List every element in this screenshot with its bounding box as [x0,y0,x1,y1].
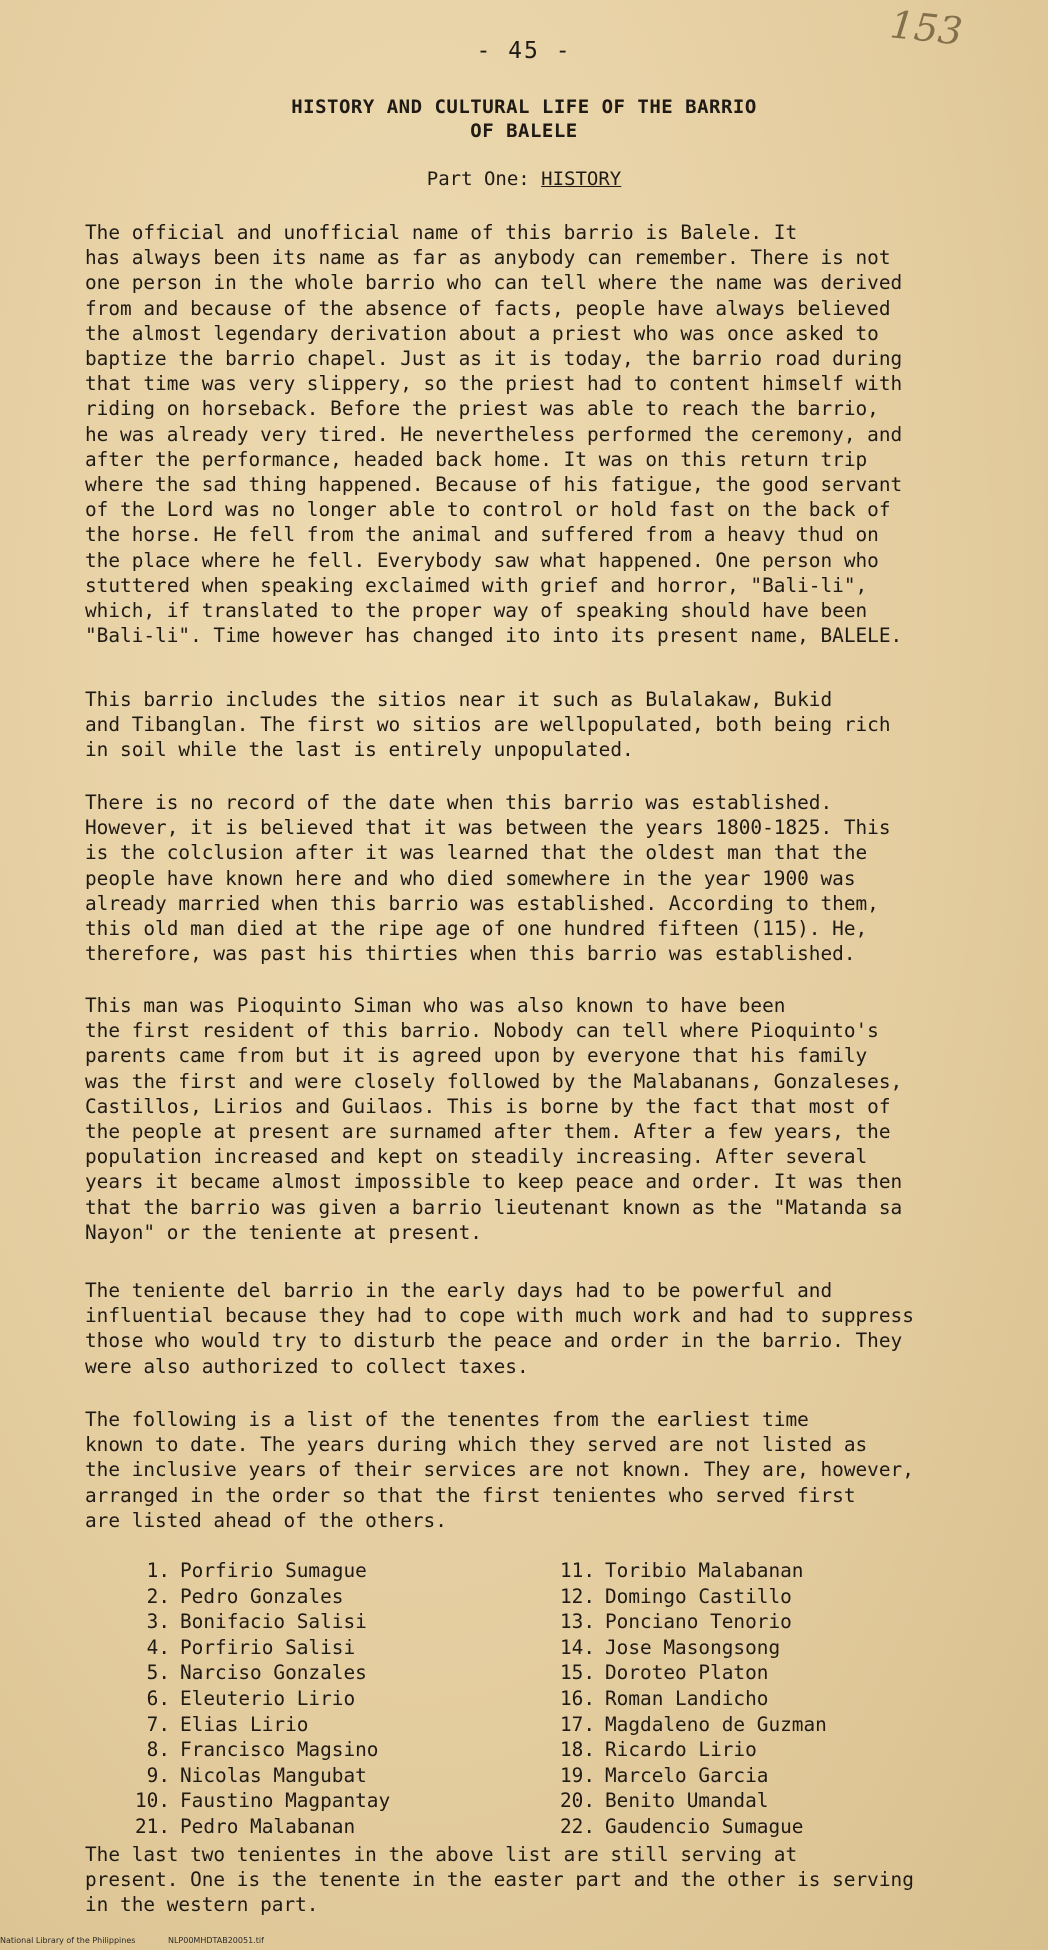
text-line: people have known here and who died somewhere in the year 1900 was [85,866,856,890]
text-line: in the western part. [85,1893,319,1917]
footer-library: National Library of the Philippines [0,1936,136,1945]
text-line: the almost legendary derivation about a priest who was once asked to [85,321,879,345]
teniente-number: 13. [559,1610,595,1634]
teniente-name: Pedro Malabanan [180,1814,356,1838]
teniente-list-item [555,1609,995,1635]
document-title-line-1: HISTORY AND CULTURAL LIFE OF THE BARRIO [291,96,757,118]
document-title-line-2: OF BALELE [470,120,578,142]
teniente-list-item [130,1788,550,1814]
text-line: already married when this barrio was established. According to them, [85,891,879,915]
teniente-list-item [555,1584,995,1610]
text-line: this old man died at the ripe age of one hundred fifteen (115). He, [85,917,868,941]
teniente-name: Jose Masongsong [605,1635,781,1659]
teniente-name: Eleuterio Lirio [180,1686,356,1710]
text-line: the inclusive years of their services are not known. They are, however, [85,1458,914,1482]
teniente-name: Ricardo Lirio [605,1738,757,1762]
teniente-list-item [130,1584,550,1610]
teniente-list-item [555,1686,995,1712]
text-line: are listed ahead of the others. [85,1508,447,1532]
teniente-number: 20. [559,1789,595,1813]
text-line: years it became almost impossible to keep peace and order. It was then [85,1170,903,1194]
teniente-list-item [555,1814,995,1840]
teniente-number: 22. [559,1814,595,1838]
teniente-name: Narciso Gonzales [180,1661,367,1685]
teniente-name: Ponciano Tenorio [605,1610,792,1634]
teniente-number: 11. [559,1559,595,1582]
tenientes-list-right [555,1558,995,1840]
text-line: the horse. He fell from the animal and suffered from a heavy thud on [85,523,879,547]
text-line: known to date. The years during which they served are not listed as [85,1433,868,1457]
teniente-list-item [130,1814,550,1840]
text-line: baptize the barrio chapel. Just as it is today, the barrio road during [85,347,903,371]
teniente-list-item [555,1763,995,1789]
teniente-name: Doroteo Platon [605,1661,769,1685]
teniente-number: 16. [559,1686,595,1710]
text-line: population increased and kept on steadily increasing. After several [85,1145,868,1169]
paragraph-origin-of-name [85,220,995,648]
text-line: The last two tenientes in the above list are still serving at [85,1843,798,1866]
text-line: There is no record of the date when this barrio was established. [85,791,833,814]
text-line: is the colclusion after it was learned that the oldest man that the [85,841,868,865]
teniente-name: Magdaleno de Guzman [605,1712,827,1736]
paragraph-establishment [85,790,995,966]
teniente-number: 14. [559,1635,595,1659]
text-line: therefore, was past his thirties when this barrio was established. [85,942,856,966]
teniente-number: 3. [146,1610,170,1634]
teniente-number: 4. [146,1635,170,1659]
page-number: - 45 - [476,38,572,64]
teniente-number: 17. [559,1712,595,1736]
teniente-number: 21. [134,1814,170,1838]
handwritten-page-mark: 153 [887,2,965,54]
text-line: The teniente del barrio in the early days had to be powerful and [85,1279,833,1302]
text-line: The official and unofficial name of this barrio is Balele. It [85,221,798,244]
teniente-list-item [130,1609,550,1635]
teniente-list-item [555,1660,995,1686]
teniente-name: Porfirio Salisi [180,1635,356,1659]
text-line: The following is a list of the tenentes from the earliest time [85,1408,809,1431]
scan-footer [0,1936,1048,1945]
text-line: which, if translated to the proper way of speaking should have been [85,599,868,623]
teniente-list-item [130,1763,550,1789]
text-line: arranged in the order so that the first tenientes who served first [85,1483,856,1507]
teniente-number: 2. [146,1584,170,1608]
teniente-number: 6. [146,1686,170,1710]
teniente-list-item [130,1660,550,1686]
part-heading-label: HISTORY [541,168,622,190]
teniente-number: 19. [559,1763,595,1787]
text-line: those who would try to disturb the peace and order in the barrio. They [85,1329,903,1353]
text-line: that the barrio was given a barrio lieutenant known as the "Matanda sa [85,1195,903,1219]
text-line: that time was very slippery, so the priest had to content himself with [85,372,903,396]
text-line: has always been its name as far as anybody can remember. There is not [85,246,891,270]
text-line: was the first and were closely followed by the Malabanans, Gonzaleses, [85,1069,903,1093]
teniente-list-item [555,1712,995,1738]
text-line: from and because of the absence of facts, people have always believed [85,296,891,320]
teniente-number: 1. [146,1559,170,1582]
paragraph-current-tenientes [85,1842,995,1918]
teniente-name: Marcelo Garcia [605,1763,769,1787]
teniente-name: Benito Umandal [605,1789,769,1813]
teniente-number: 5. [146,1661,170,1685]
text-line: in soil while the last is entirely unpopulated. [85,738,634,762]
teniente-name: Francisco Magsino [180,1738,379,1762]
text-line: Nayon" or the teniente at present. [85,1220,482,1244]
teniente-name: Elias Lirio [180,1712,309,1736]
teniente-number: 7. [146,1712,170,1736]
text-line: This barrio includes the sitios near it such as Bulalakaw, Bukid [85,688,833,711]
teniente-list-item [130,1712,550,1738]
text-line: "Bali-li". Time however has changed ito into its present name, BALELE. [85,624,903,648]
teniente-name: Gaudencio Sumague [605,1814,804,1838]
text-line: of the Lord was no longer able to control or hold fast on the back of [85,498,891,522]
text-line: the first resident of this barrio. Nobody can tell where Pioquinto's [85,1019,879,1043]
teniente-name: Roman Landicho [605,1686,769,1710]
paragraph-first-resident [85,993,995,1245]
text-line: where the sad thing happened. Because of his fatigue, the good servant [85,473,903,497]
text-line: one person in the whole barrio who can tell where the name was derived [85,271,903,295]
text-line: This man was Pioquinto Siman who was also known to have been [85,994,786,1017]
footer-file: NLP00MHDTAB20051.tif [167,1936,264,1945]
teniente-list-item [555,1737,995,1763]
text-line: the place where he fell. Everybody saw what happened. One person who [85,548,879,572]
tenientes-list-left [130,1558,550,1840]
text-line: Castillos, Lirios and Guilaos. This is borne by the fact that most of [85,1094,891,1118]
teniente-number: 9. [146,1763,170,1787]
teniente-name: Faustino Magpantay [180,1789,391,1813]
text-line: he was already very tired. He nevertheless performed the ceremony, and [85,422,903,446]
text-line: the people at present are surnamed after them. After a few years, the [85,1120,891,1144]
text-line: were also authorized to collect taxes. [85,1354,529,1378]
paragraph-sitios [85,687,995,763]
text-line: parents came from but it is agreed upon by everyone that his family [85,1044,868,1068]
teniente-list-item [555,1558,995,1584]
teniente-name: Toribio Malabanan [605,1559,804,1582]
teniente-name: Bonifacio Salisi [180,1610,367,1634]
teniente-number: 8. [146,1738,170,1762]
teniente-number: 10. [134,1789,170,1813]
teniente-list-item [130,1635,550,1661]
text-line: stuttered when speaking exclaimed with grief and horror, "Bali-li", [85,573,868,597]
teniente-number: 18. [559,1738,595,1762]
teniente-name: Domingo Castillo [605,1584,792,1608]
teniente-name: Porfirio Sumague [180,1559,367,1582]
text-line: present. One is the tenente in the easter part and the other is serving [85,1868,914,1892]
teniente-name: Pedro Gonzales [180,1584,344,1608]
teniente-list-item [555,1788,995,1814]
teniente-list-item [555,1635,995,1661]
teniente-number: 15. [559,1661,595,1685]
text-line: after the performance, headed back home. It was on this return trip [85,447,868,471]
text-line: and Tibanglan. The first wo sitios are wellpopulated, both being rich [85,713,891,737]
teniente-number: 12. [559,1584,595,1608]
text-line: riding on horseback. Before the priest was able to reach the barrio, [85,397,879,421]
paragraph-teniente-role [85,1278,995,1379]
teniente-list-item [130,1558,550,1584]
text-line: However, it is believed that it was between the years 1800-1825. This [85,816,891,840]
teniente-list-item [130,1737,550,1763]
part-heading [0,168,1048,190]
teniente-list-item [130,1686,550,1712]
text-line: influential because they had to cope with much work and had to suppress [85,1304,914,1328]
part-heading-prefix: Part One: [426,168,542,190]
paragraph-list-intro [85,1407,995,1533]
teniente-name: Nicolas Mangubat [180,1763,367,1787]
